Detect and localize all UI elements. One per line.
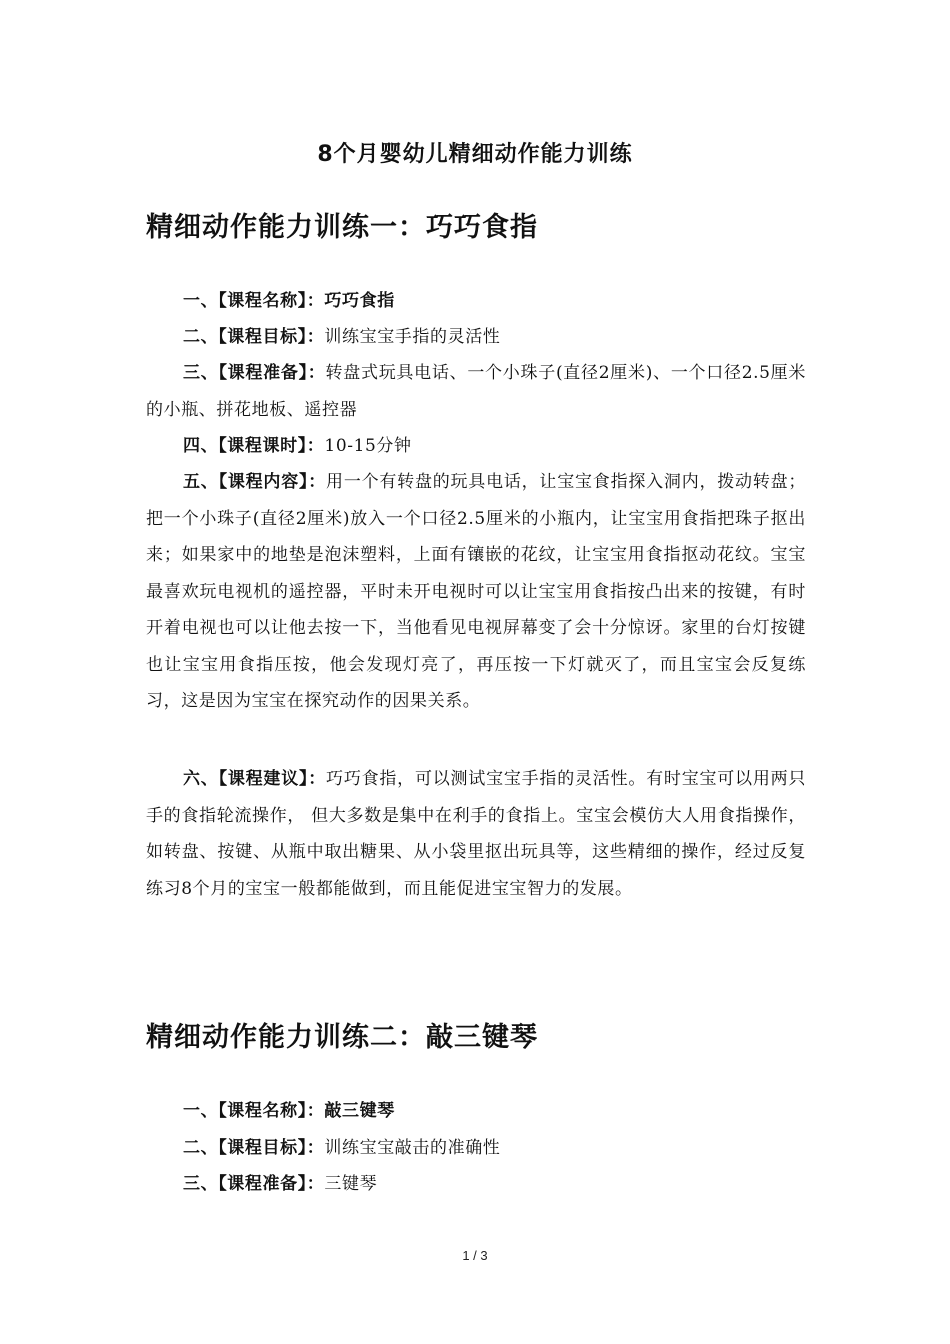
item-value: 敲三键琴 bbox=[324, 1101, 395, 1121]
page-number: 1 / 3 bbox=[462, 1248, 488, 1263]
item-value: 训练宝宝敲击的准确性 bbox=[324, 1138, 501, 1158]
item-label: 五、【课程内容】： bbox=[183, 472, 327, 492]
course-prep-item bbox=[146, 1166, 806, 1203]
item-value: 巧巧食指，可以测试宝宝手指的灵活性。有时宝宝可以用两只手的食指轮流操作， 但大多数是集中在利手的食指上。宝宝会模仿大人用食指操作，如转盘、按键、从瓶中取出糖果、从小袋里抠出玩具等，这些精细的操作，经过反复练习8个月的宝宝一般都能做到，而且能促进宝宝智力的发展。 bbox=[146, 769, 806, 899]
item-value: 10-15分钟 bbox=[324, 436, 412, 456]
item-value: 转盘式玩具电话、一个小珠子(直径2厘米)、一个口径2.5厘米的小瓶、拼花地板、遥控器 bbox=[146, 363, 806, 420]
course-goal-item bbox=[146, 319, 806, 356]
item-label: 四、【课程课时】： bbox=[183, 436, 325, 456]
section-heading-2: 精细动作能力训练二：敲三键琴 bbox=[146, 1022, 538, 1053]
course-name-item bbox=[146, 283, 806, 320]
item-value: 三键琴 bbox=[324, 1174, 378, 1194]
item-label: 三、【课程准备】： bbox=[183, 363, 326, 383]
course-prep-item bbox=[146, 355, 806, 428]
item-label: 六、【课程建议】： bbox=[183, 769, 327, 789]
course-content-item bbox=[146, 464, 806, 720]
section-heading-1: 精细动作能力训练一：巧巧食指 bbox=[146, 212, 538, 243]
item-label: 一、【课程名称】： bbox=[183, 1101, 325, 1121]
item-label: 三、【课程准备】： bbox=[183, 1174, 325, 1194]
document-title: 8个月婴幼儿精细动作能力训练 bbox=[317, 142, 633, 167]
item-value: 巧巧食指 bbox=[324, 291, 395, 311]
course-name-item bbox=[146, 1093, 806, 1130]
item-label: 一、【课程名称】： bbox=[183, 291, 325, 311]
item-value: 用一个有转盘的玩具电话，让宝宝食指探入洞内，拨动转盘；把一个小珠子(直径2厘米)放入一个口径2.5厘米的小瓶内，让宝宝用食指把珠子抠出来；如果家中的地垫是泡沫塑料，上面有镶嵌的花纹，让宝宝用食指抠动花纹。宝宝最喜欢玩电视机的遥控器，平时未开电视时可以让宝宝用食指按凸出来的按键，有时开着电视也可以让他去按一下，当他看见电视屏幕变了会十分惊讶。家里的台灯按键也让宝宝用食指压按，他会发现灯亮了，再压按一下灯就灭了，而且宝宝会反复练习，这是因为宝宝在探究动作的因果关系。 bbox=[146, 472, 806, 711]
course-goal-item bbox=[146, 1130, 806, 1167]
item-label: 二、【课程目标】： bbox=[183, 327, 325, 347]
course-advice-item bbox=[146, 761, 806, 907]
course-duration-item bbox=[146, 428, 806, 465]
item-label: 二、【课程目标】： bbox=[183, 1138, 325, 1158]
item-value: 训练宝宝手指的灵活性 bbox=[324, 327, 501, 347]
